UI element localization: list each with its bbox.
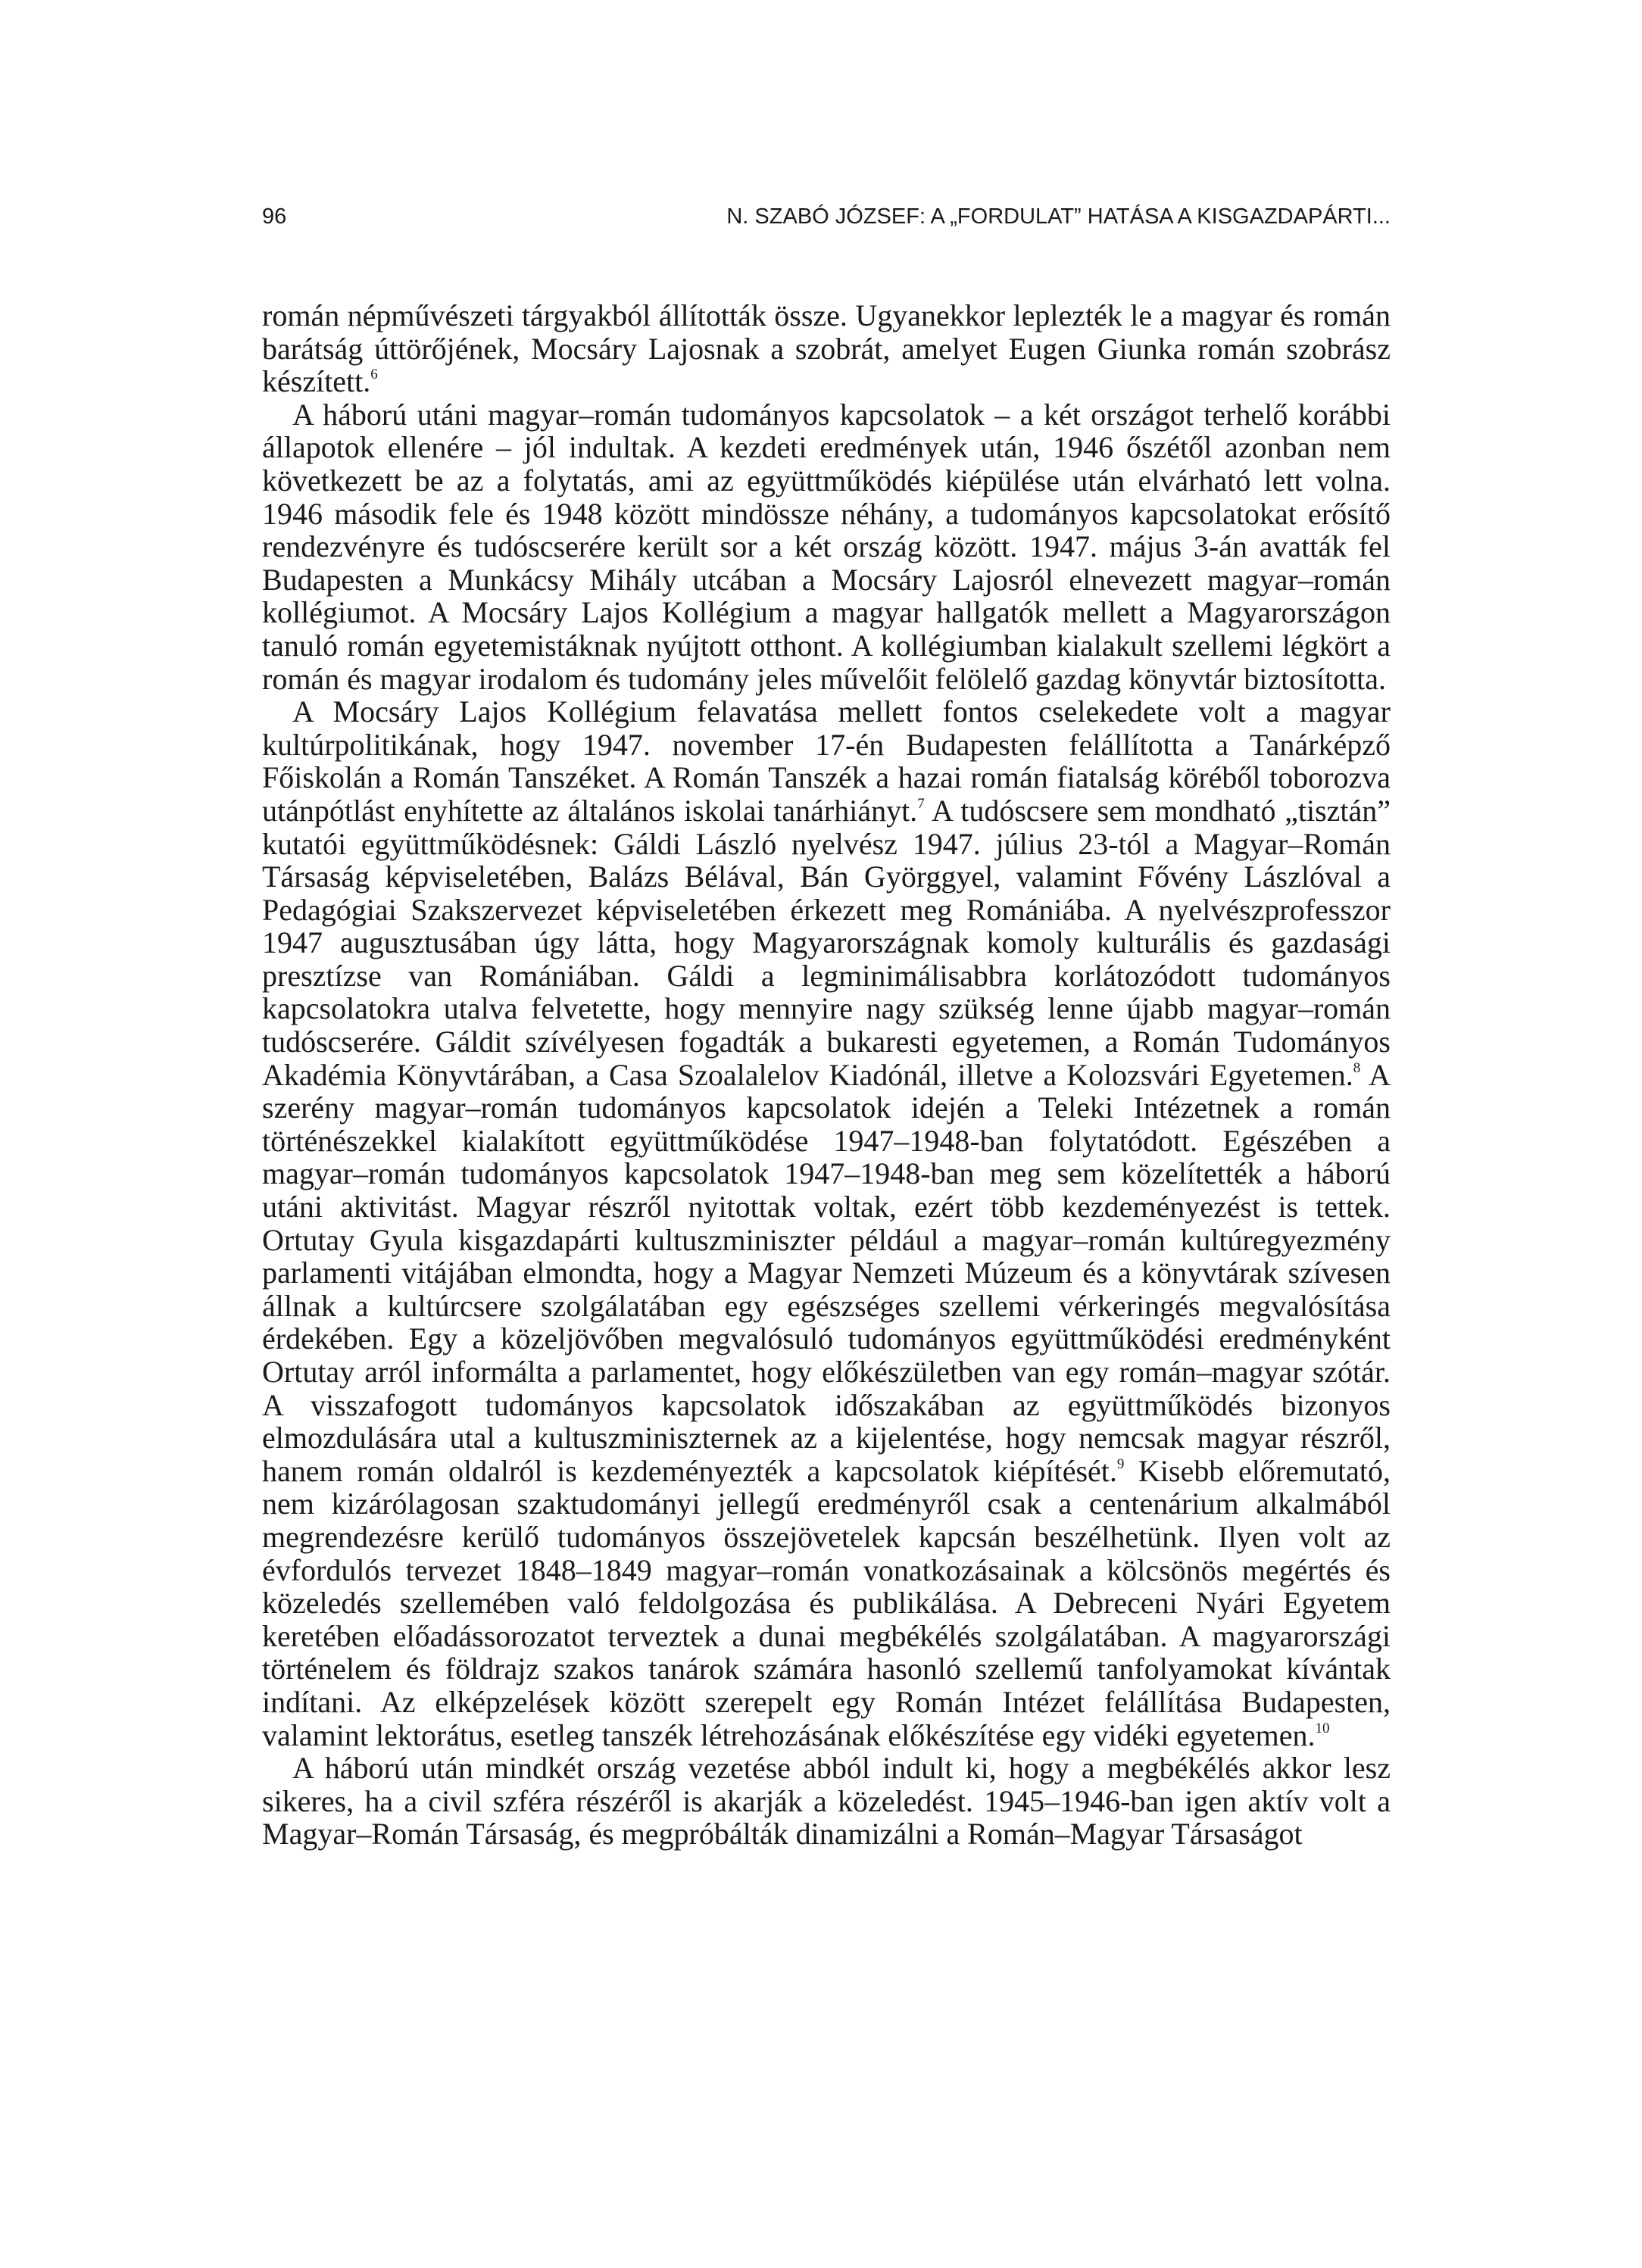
paragraph-3-text-c: A szerény magyar–román tudományos kapcsolatok idején a Teleki Intézetnek a román történészekkel kialakított együttműködése 1947–1948-ban folytatódott. Egészében a magyar–román tudományos kapcsolatok 1947–1948-ban meg sem közelítették a háború utáni aktivitást. Magyar részről nyitottak voltak, ezért több kezdeményezést is tettek. Ortutay Gyula kisgazdapárti kultuszminiszter például a magyar–román kultúregyezmény parlamenti vitájában elmondta, hogy a Magyar Nemzeti Múzeum és a könyvtárak szívesen állnak a kultúrcsere szolgálatában egy egészséges szellemi vérkeringés megvalósítása érdekében. Egy a közeljövőben megvalósuló tudományos együttműködési eredményként Ortutay arról informálta a parlamentet, hogy előkészületben van egy román–magyar szótár. A visszafogott tudományos kapcsolatok időszakában az együttműködés bizonyos elmozdulására utal a kultuszminiszternek az a kijelentése, hogy nemcsak magyar részről, hanem román oldalról is kezdeményezték a kapcsolatok kiépítését. <box>262 1057 1391 1488</box>
running-title: N. SZABÓ JÓZSEF: A „FORDULAT” HATÁSA A KISGAZDAPÁRTI... <box>726 204 1391 229</box>
paragraph-2 <box>262 398 1391 695</box>
footnote-marker-9: 9 <box>1116 1455 1125 1472</box>
footnote-marker-10: 10 <box>1315 1720 1330 1736</box>
footnote-marker-6: 6 <box>370 367 378 383</box>
paragraph-3-text: A Mocsáry Lajos Kollégium felavatása mellett fontos cselekedete volt a magyar kultúrpolitikának, hogy 1947. november 17-én Budapesten felállította a Tanárképző Főiskolán a Román Tanszéket. A Román Tanszék a hazai román fiatalság köréből toborozva utánpótlást enyhítette az általános iskolai tanárhiányt. <box>262 694 1391 828</box>
body-text <box>262 299 1391 1851</box>
page-number: 96 <box>262 204 287 229</box>
paragraph-1-text: román népművészeti tárgyakból állították össze. Ugyanekkor leplezték le a magyar és román barátság úttörőjének, Mocsáry Lajosnak a szobrát, amelyet Eugen Giunka román szobrász készített. <box>262 298 1391 399</box>
paragraph-1 <box>262 299 1391 398</box>
paragraph-4 <box>262 1752 1391 1851</box>
paragraph-3 <box>262 695 1391 1752</box>
paragraph-2-text: A háború utáni magyar–román tudományos kapcsolatok – a két országot terhelő korábbi állapotok ellenére – jól indultak. A kezdeti eredmények után, 1946 őszétől azonban nem következett be az a folytatás, ami az együttműködés kiépülése után elvárható lett volna. 1946 második fele és 1948 között mindössze néhány, a tudományos kapcsolatokat erősítő rendezvényre és tudóscserére került sor a két ország között. 1947. május 3-án avatták fel Budapesten a Munkácsy Mihály utcában a Mocsáry Lajosról elnevezett magyar–román kollégiumot. A Mocsáry Lajos Kollégium a magyar hallgatók mellett a Magyarországon tanuló román egyetemistáknak nyújtott otthont. A kollégiumban kialakult szellemi légkört a román és magyar irodalom és tudomány jeles művelőit felölelő gazdag könyvtár biztosította. <box>262 397 1391 696</box>
paragraph-3-text-d: Kisebb előremutató, nem kizárólagosan szaktudományi jellegű eredményről csak a centenárium alkalmából megrendezésre kerülő tudományos összejövetelek kapcsán beszélhetünk. Ilyen volt az évfordulós tervezet 1848–1849 magyar–román vonatkozásainak a kölcsönös megértés és közeledés szellemében való feldolgozása és publikálása. A Debreceni Nyári Egyetem keretében előadássorozatot terveztek a dunai megbékélés szolgálatában. A magyarországi történelem és földrajz szakos tanárok számára hasonló szellemű tanfolyamokat kívántak indítani. Az elképzelések között szerepelt egy Román Intézet felállítása Budapesten, valamint lektorátus, esetleg tanszék létrehozásának előkészítése egy vidéki egyetemen. <box>262 1453 1391 1752</box>
footnote-marker-7: 7 <box>917 795 925 812</box>
footnote-marker-8: 8 <box>1353 1059 1361 1076</box>
paragraph-4-text: A háború után mindkét ország vezetése abból indult ki, hogy a megbékélés akkor lesz sikeres, ha a civil szféra részéről is akarják a közeledést. 1945–1946-ban igen aktív volt a Magyar–Román Társaság, és megpróbálták dinamizálni a Román–Magyar Társaságot <box>262 1751 1391 1852</box>
paragraph-3-text-b: A tudóscsere sem mondható „tisztán” kutatói együttműködésnek: Gáldi László nyelvész 1947. július 23-tól a Magyar–Román Társaság képviseletében, Balázs Bélával, Bán Györggyel, valamint Fővény Lászlóval a Pedagógiai Szakszervezet képviseletében érkezett meg Romániába. A nyelvészprofesszor 1947 augusztusában úgy látta, hogy Magyarországnak komoly kulturális és gazdasági presztízse van Romániában. Gáldi a legminimálisabbra korlátozódott tudományos kapcsolatokra utalva felvetette, hogy mennyire nagy szükség lenne újabb magyar–román tudóscserére. Gáldit szívélyesen fogadták a bukaresti egyetemen, a Román Tudományos Akadémia Könyvtárában, a Casa Szoalalelov Kiadónál, illetve a Kolozsvári Egyetemen. <box>262 793 1391 1092</box>
running-header <box>262 204 1391 235</box>
